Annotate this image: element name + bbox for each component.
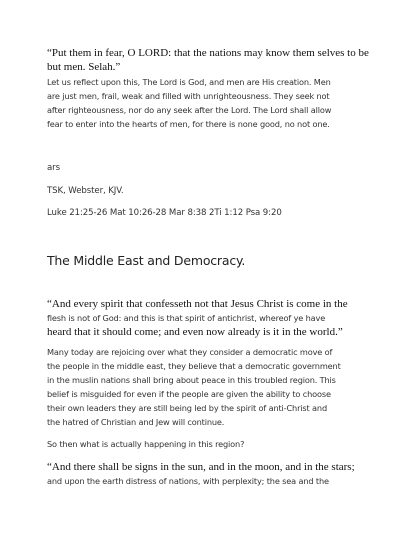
paragraph-line: are just men, frail, weak and filled with unrighteousness. They seek not	[47, 91, 330, 101]
paragraph-line: fear to enter into the hearts of men, for there is none good, no not one.	[47, 119, 330, 129]
section-title: The Middle East and Democracy.	[47, 253, 246, 268]
quote-line: heard that it should come; and even now already is it in the world.”	[47, 326, 343, 338]
democracy-paragraph	[47, 345, 375, 429]
section-title-block	[47, 253, 375, 269]
paragraph-line: Many today are rejoicing over what they consider a democratic move of	[47, 347, 333, 357]
paragraph-line: Let us reflect upon this, The Lord is God, and men are His creation. Men	[47, 77, 331, 87]
paragraph-line: after righteousness, nor do any seek after the Lord. The Lord shall allow	[47, 105, 332, 115]
paragraph-line: their own leaders they are still being led by the spirit of anti-Christ and	[47, 403, 328, 413]
reflection-paragraph	[47, 75, 375, 131]
references	[47, 162, 375, 174]
signs-quote	[47, 460, 375, 488]
ars-label: ars	[47, 163, 60, 173]
paragraph-line: the people in the middle east, they believe that a democratic government	[47, 361, 341, 371]
antichrist-quote	[47, 297, 375, 339]
question-block	[47, 437, 375, 451]
paragraph-line: the hatred of Christian and Jew will continue.	[47, 417, 225, 427]
quote-line: flesh is not of God: and this is that spirit of antichrist, whereof ye have	[47, 313, 326, 323]
question-line: So then what is actually happening in this region?	[47, 439, 245, 449]
paragraph-line: belief is misguided for even if the people are given the ability to choose	[47, 389, 331, 399]
quote-line: “Put them in fear, O LORD: that the nations may know them selves to be	[47, 47, 369, 59]
quote-line: “And every spirit that confesseth not that Jesus Christ is come in the	[47, 298, 348, 310]
sources-line: TSK, Webster, KJV.	[47, 186, 124, 196]
quote-line: but men. Selah.”	[47, 61, 121, 73]
paragraph-line: in the muslin nations shall bring about peace in this troubled region. This	[47, 375, 336, 385]
opening-quote	[47, 46, 375, 74]
quote-line: “And there shall be signs in the sun, and in the moon, and in the stars;	[47, 461, 355, 473]
verse-references: Luke 21:25-26 Mat 10:26-28 Mar 8:38 2Ti 1:12 Psa 9:20	[47, 208, 282, 218]
quote-line: and upon the earth distress of nations, with perplexity; the sea and the	[47, 476, 329, 486]
sources-block	[47, 185, 375, 197]
verses-block	[47, 207, 375, 219]
